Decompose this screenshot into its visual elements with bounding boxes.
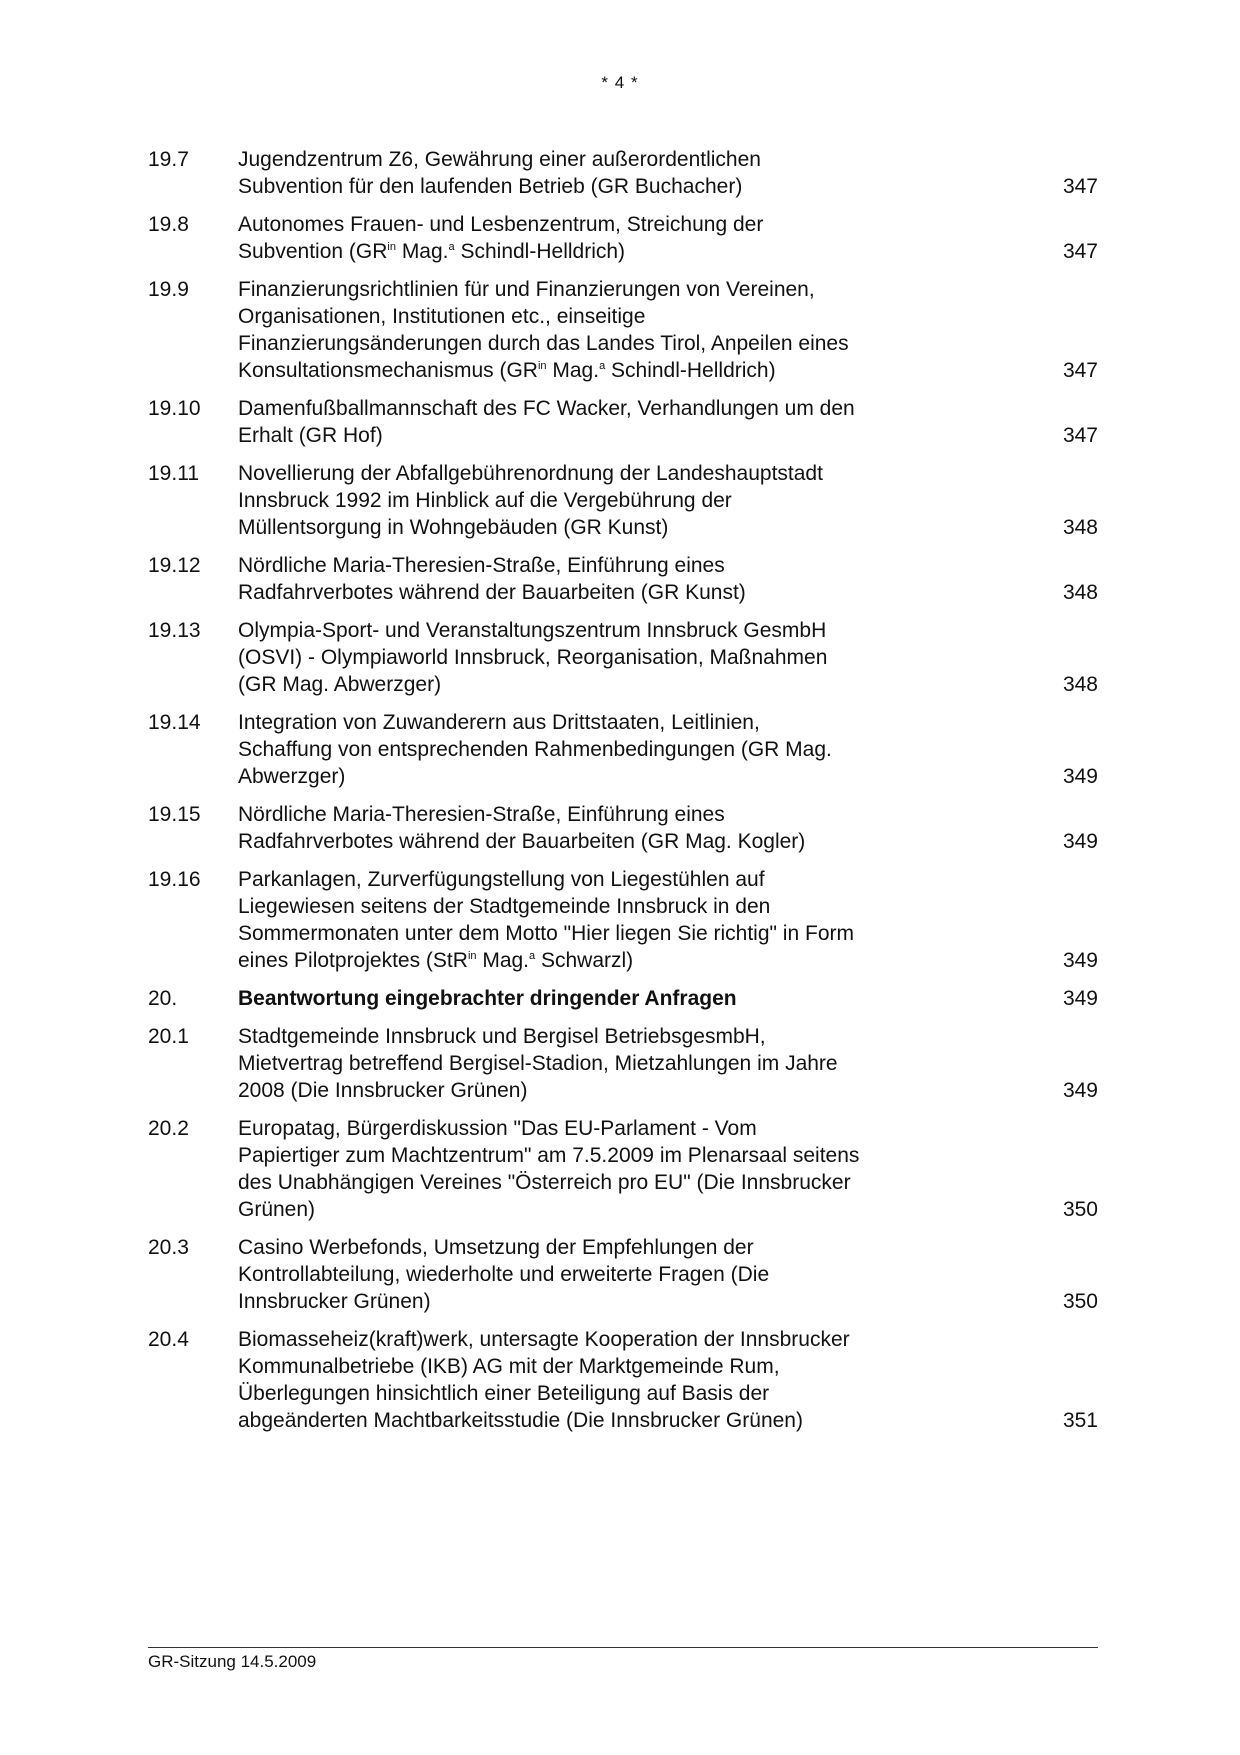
title-fragment: Mag. [476,949,530,972]
entry-title-line: Subvention für den laufenden Betrieb (GR Buchacher) [238,175,743,198]
entry-title-line [238,357,1018,384]
entry-title-line: (OSVI) - Olympiaworld Innsbruck, Reorganisation, Maßnahmen [238,646,828,669]
entry-page: 349 [1062,949,1098,972]
toc-entry[interactable] [148,1234,1098,1315]
toc-entry[interactable] [148,460,1098,541]
entry-title-line: Damenfußballmannschaft des FC Wacker, Verhandlungen um den [238,397,855,420]
entry-title [238,617,1038,698]
entry-title-line: Müllentsorgung in Wohngebäuden (GR Kunst) [238,516,669,539]
entry-number: 19.12 [148,554,201,577]
entry-number: 20.1 [148,1025,189,1048]
entry-number: 19.16 [148,868,201,891]
toc-entry[interactable] [148,866,1098,974]
entry-title-line: Biomasseheiz(kraft)werk, untersagte Kooperation der Innsbrucker [238,1328,850,1351]
toc-section-heading[interactable] [148,985,1098,1012]
toc-entry[interactable] [148,146,1098,200]
title-fragment: Konsultationsmechanismus (GR [238,359,538,382]
entry-number: 20.3 [148,1236,189,1259]
entry-number: 19.8 [148,213,189,236]
entry-number: 19.9 [148,278,189,301]
footer-divider [148,1647,1098,1648]
entry-number: 20.2 [148,1117,189,1140]
entry-title-line [238,947,1018,974]
entry-number: 20. [148,987,178,1010]
toc-entry[interactable] [148,1326,1098,1434]
entry-title-line: Kommunalbetriebe (IKB) AG mit der Marktgemeinde Rum, [238,1355,780,1378]
title-fragment: Schwarzl) [535,949,634,972]
footer-text: GR-Sitzung 14.5.2009 [148,1652,317,1671]
toc-entry[interactable] [148,617,1098,698]
superscript: in [537,360,547,372]
title-fragment: Schindl-Helldrich) [454,240,626,263]
toc-entry[interactable] [148,801,1098,855]
entry-title-line: Radfahrverbotes während der Bauarbeiten (GR Kunst) [238,581,746,604]
entry-title-line: Nördliche Maria-Theresien-Straße, Einführung eines [238,554,725,577]
entry-page: 350 [1062,1198,1098,1221]
entry-page: 349 [1062,1079,1098,1102]
toc-entry[interactable] [148,1023,1098,1104]
entry-title-line: Abwerzger) [238,765,346,788]
entry-title [238,276,1038,384]
entry-title-line: Papiertiger zum Machtzentrum" am 7.5.2009 im Plenarsaal seitens [238,1144,860,1167]
entry-page: 348 [1062,516,1098,539]
entry-page: 351 [1062,1409,1098,1432]
entry-title-line: Sommermonaten unter dem Motto "Hier liegen Sie richtig" in Form [238,922,854,945]
entry-number: 19.15 [148,803,201,826]
entry-number: 19.13 [148,619,201,642]
entry-title [238,866,1038,974]
entry-title [238,801,1038,855]
entry-number: 19.7 [148,148,189,171]
superscript: in [387,241,396,253]
entry-title-line: Europatag, Bürgerdiskussion "Das EU-Parlament - Vom [238,1117,757,1140]
entry-title-line: des Unabhängigen Vereines "Österreich pro EU" (Die Innsbrucker [238,1171,851,1194]
entry-title-line: Casino Werbefonds, Umsetzung der Empfehlungen der [238,1236,754,1259]
entry-title-line: Erhalt (GR Hof) [238,424,383,447]
entry-page: 348 [1062,673,1098,696]
entry-page: 347 [1062,175,1098,198]
entry-title-line: abgeänderten Machtbarkeitsstudie (Die Innsbrucker Grünen) [238,1409,803,1432]
entry-page: 349 [1062,830,1098,853]
entry-title-line: Kontrollabteilung, wiederholte und erweiterte Fragen (Die [238,1263,770,1286]
entry-title [238,1023,1038,1104]
superscript: in [467,950,477,962]
entry-title [238,460,1038,541]
entry-title-line: Jugendzentrum Z6, Gewährung einer außerordentlichen [238,148,761,171]
entry-title-line: Organisationen, Institutionen etc., einseitige [238,305,646,328]
entry-title-line: Finanzierungsänderungen durch das Landes Tirol, Anpeilen eines [238,332,849,355]
entry-page: 347 [1062,240,1098,263]
entry-title-line: Grünen) [238,1198,316,1221]
entry-title-line: Novellierung der Abfallgebührenordnung der Landeshauptstadt [238,462,823,485]
entry-page: 347 [1062,424,1098,447]
entry-title-line: Überlegungen hinsichtlich einer Beteiligung auf Basis der [238,1382,770,1405]
entry-title [238,1234,1038,1315]
entry-number: 19.14 [148,711,201,734]
entry-title [238,146,1038,200]
entry-title-line: Autonomes Frauen- und Lesbenzentrum, Streichung der [238,213,764,236]
title-fragment: eines Pilotprojektes (StR [238,949,468,972]
entry-title [238,395,1038,449]
entry-title-line: Schaffung von entsprechenden Rahmenbedingungen (GR Mag. [238,738,832,761]
entry-title-line: 2008 (Die Innsbrucker Grünen) [238,1079,528,1102]
entry-title-line: Innsbrucker Grünen) [238,1290,431,1313]
entry-number: 20.4 [148,1328,189,1351]
toc-entry[interactable] [148,211,1098,265]
toc-entry[interactable] [148,552,1098,606]
toc-entry[interactable] [148,709,1098,790]
entry-title [238,1326,1038,1434]
table-of-contents [148,146,1098,1445]
entry-title-line: Parkanlagen, Zurverfügungstellung von Liegestühlen auf [238,868,765,891]
entry-page: 347 [1062,359,1098,382]
entry-number: 19.10 [148,397,201,420]
entry-page: 348 [1062,581,1098,604]
page-marker: * 4 * [601,73,639,92]
title-fragment: Mag. [546,359,600,382]
entry-title-line: Radfahrverbotes während der Bauarbeiten (GR Mag. Kogler) [238,830,806,853]
entry-title [238,211,1038,265]
toc-entry[interactable] [148,1115,1098,1223]
entry-page: 350 [1062,1290,1098,1313]
entry-title [238,985,1038,1012]
entry-title-line: Nördliche Maria-Theresien-Straße, Einführung eines [238,803,725,826]
entry-title [238,1115,1038,1223]
entry-title-line: (GR Mag. Abwerzger) [238,673,442,696]
entry-title-line: Mietvertrag betreffend Bergisel-Stadion, Mietzahlungen im Jahre [238,1052,838,1075]
entry-title-line: Innsbruck 1992 im Hinblick auf die Vergebührung der [238,489,732,512]
entry-title-line [238,238,1018,265]
title-fragment: Schindl-Helldrich) [605,359,776,382]
entry-title [238,552,1038,606]
superscript: a [599,360,606,372]
entry-number: 19.11 [148,462,199,485]
superscript: a [529,950,536,962]
toc-entry[interactable] [148,276,1098,384]
title-fragment: Mag. [395,240,449,263]
entry-title-line: Liegewiesen seitens der Stadtgemeinde Innsbruck in den [238,895,771,918]
entry-title [238,709,1038,790]
entry-page: 349 [1062,765,1098,788]
entry-title-line: Stadtgemeinde Innsbruck und Bergisel BetriebsgesmbH, [238,1025,766,1048]
entry-page: 349 [1062,987,1098,1010]
entry-title-line: Integration von Zuwanderern aus Drittstaaten, Leitlinien, [238,711,760,734]
toc-entry[interactable] [148,395,1098,449]
title-fragment: Subvention (GR [238,240,388,263]
entry-title-line: Beantwortung eingebrachter dringender Anfragen [238,987,737,1010]
entry-title-line: Olympia-Sport- und Veranstaltungszentrum Innsbruck GesmbH [238,619,827,642]
entry-title-line: Finanzierungsrichtlinien für und Finanzierungen von Vereinen, [238,278,815,301]
superscript: a [448,241,455,253]
